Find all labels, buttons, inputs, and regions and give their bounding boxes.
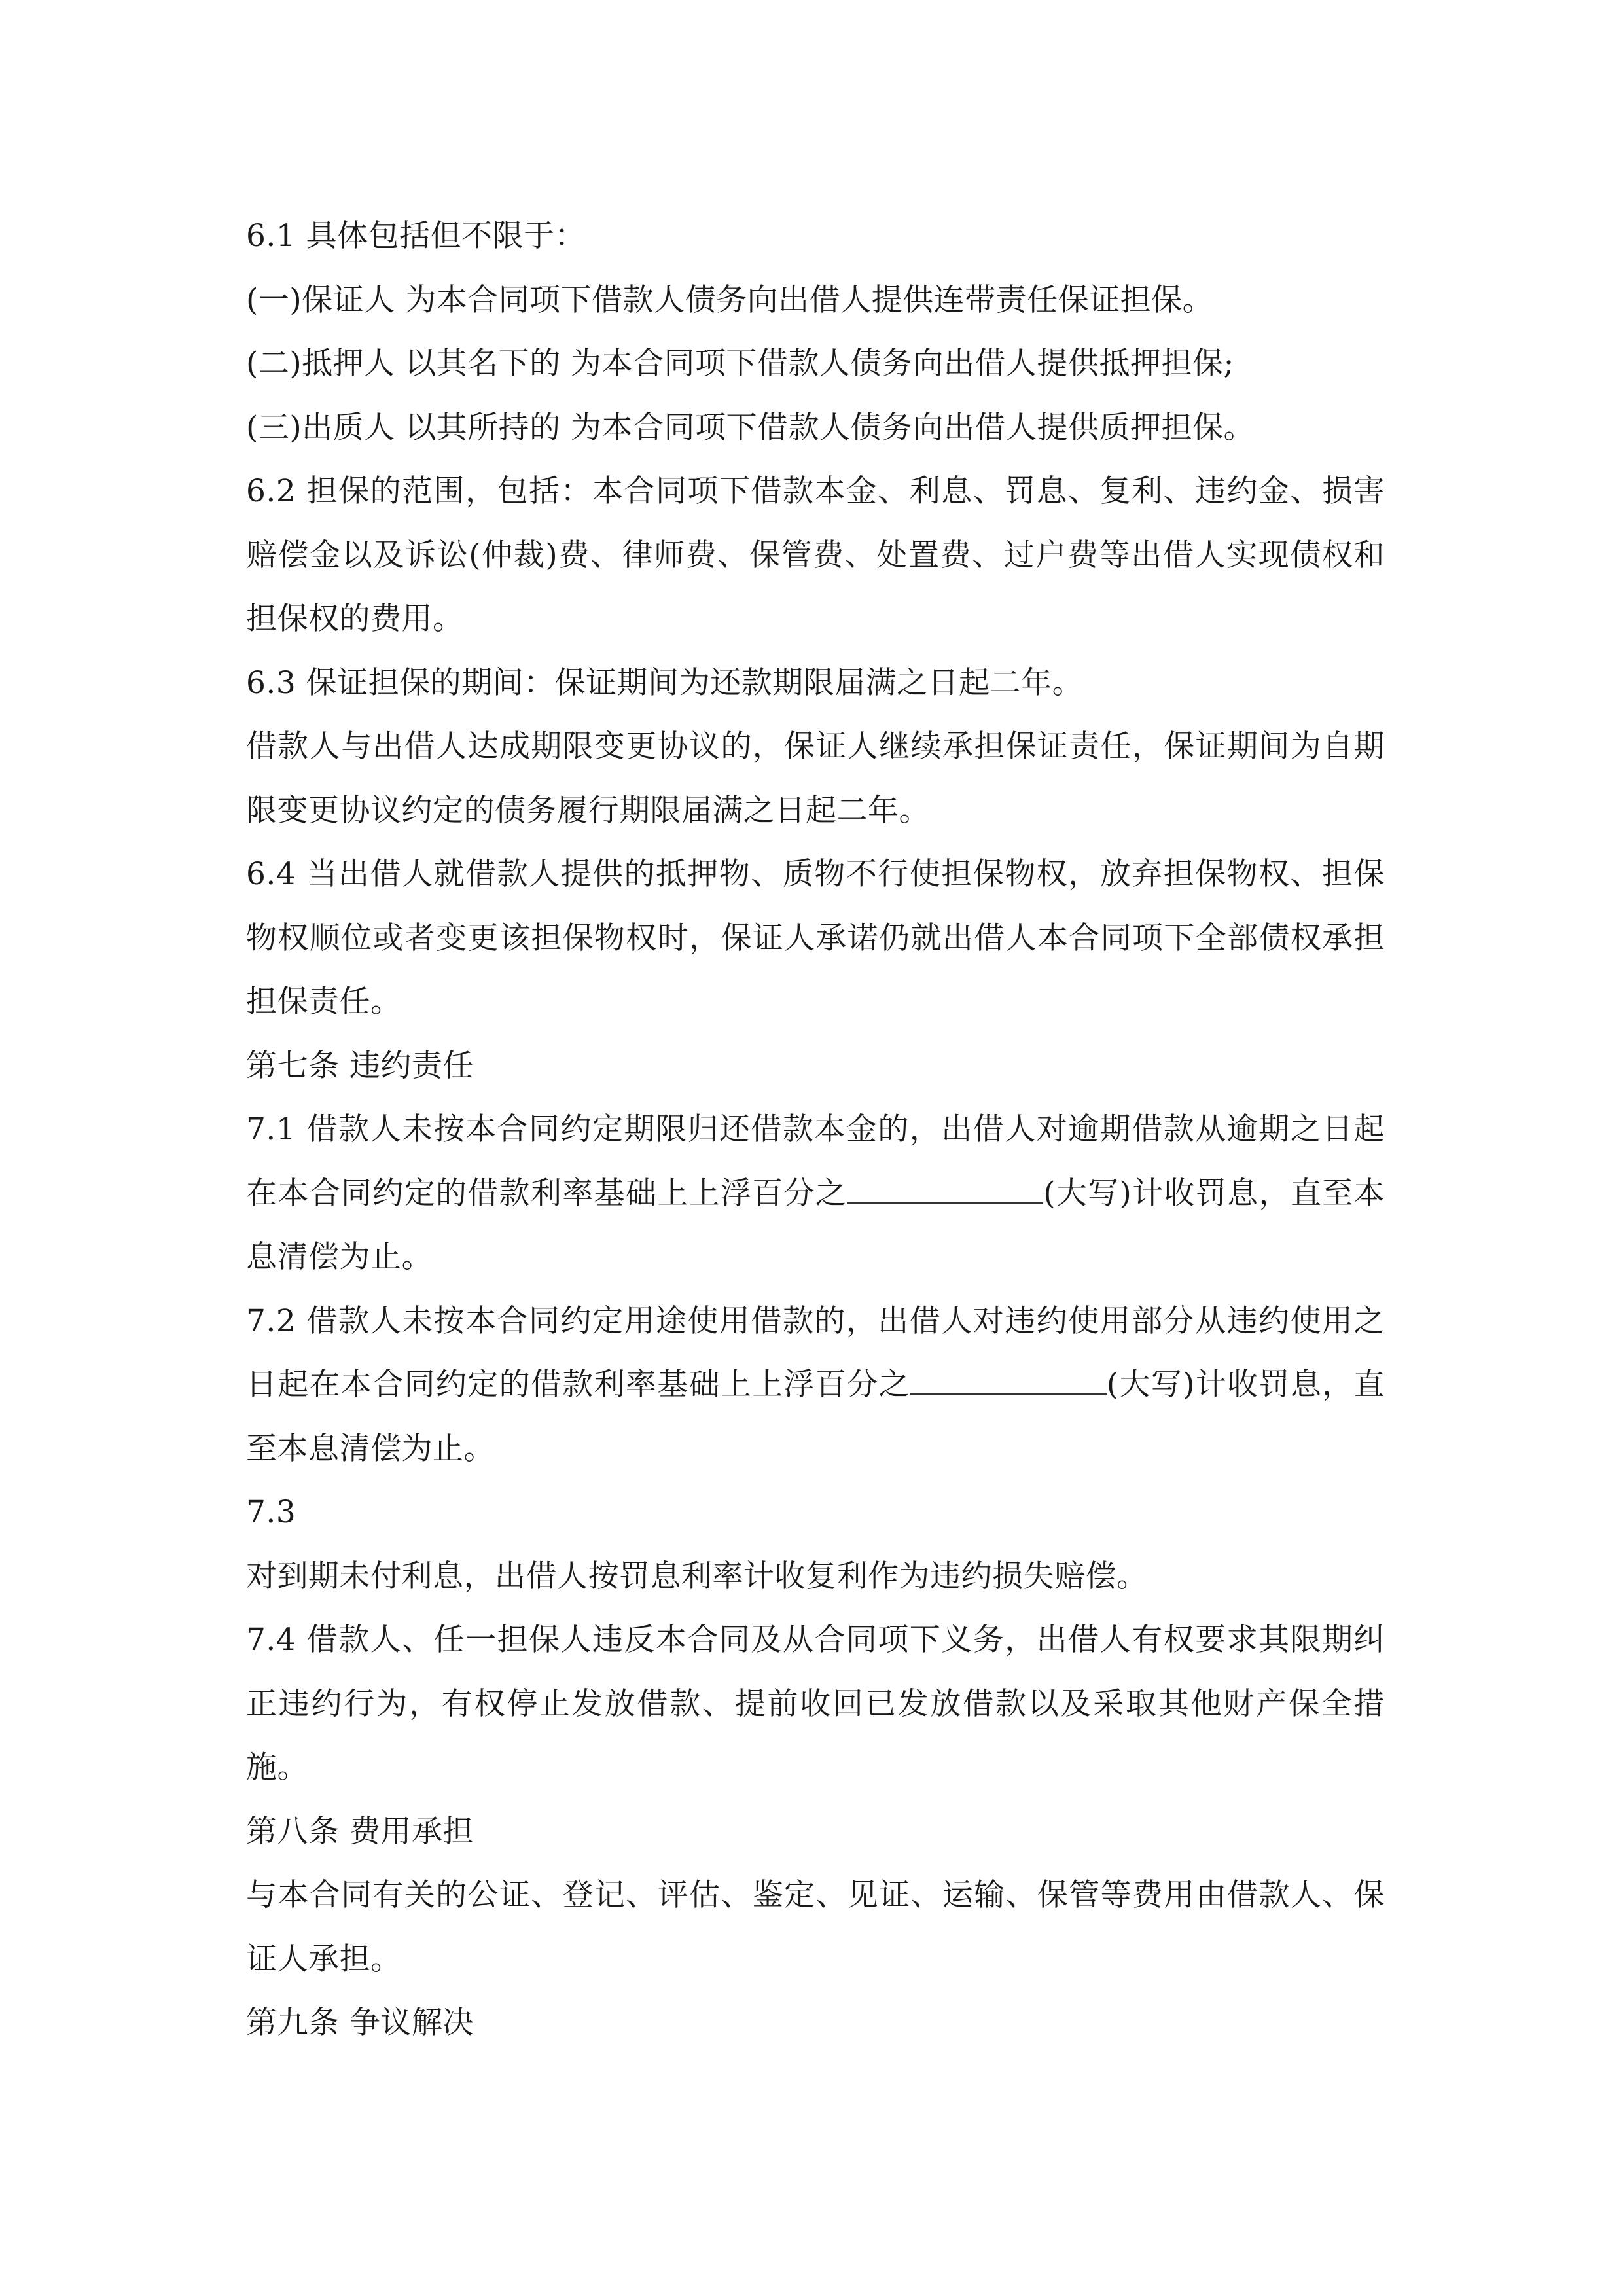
clause-7-3-number: 7.3 [246, 1494, 296, 1530]
clause-7-1-text-after: (大写)计收罚息，直至本息清偿为止。 [246, 1175, 1385, 1275]
penalty-rate-blank-7-2[interactable] [910, 1367, 1107, 1395]
clause-6-1-item-3: (三)出质人 以其所持的 为本合同项下借款人债务向出借人提供质押担保。 [246, 409, 1255, 446]
article-8-heading: 第八条 费用承担 [246, 1813, 474, 1850]
clause-7-4: 7.4 借款人、任一担保人违反本合同及从合同项下义务，出借人有权要求其限期纠正违约行为，有权停止发放借款、提前收回已发放借款以及采取其他财产保全措施。 [246, 1622, 1385, 1785]
clause-6-3-continued: 借款人与出借人达成期限变更协议的，保证人继续承担保证责任，保证期间为自期限变更协议约定的债务履行期限届满之日起二年。 [246, 728, 1385, 829]
article-9-heading: 第九条 争议解决 [246, 2005, 474, 2041]
clause-7-3: 对到期未付利息，出借人按罚息利率计收复利作为违约损失赔偿。 [246, 1558, 1148, 1594]
clause-6-4: 6.4 当出借人就借款人提供的抵押物、质物不行使担保物权，放弃担保物权、担保物权顺位或者变更该担保物权时，保证人承诺仍就出借人本合同项下全部债权承担担保责任。 [246, 856, 1385, 1020]
clause-6-1-item-1: (一)保证人 为本合同项下借款人债务向出借人提供连带责任保证担保。 [246, 281, 1214, 318]
clause-7-2-text-before: 7.2 借款人未按本合同约定用途使用借款的，出借人对违约使用部分从违约使用之日起在本合同约定的借款利率基础上上浮百分之 [246, 1302, 1385, 1403]
clause-7-1 [246, 1098, 1385, 1289]
document-body [246, 204, 1385, 2055]
article-7-heading: 第七条 违约责任 [246, 1047, 474, 1084]
article-8-body: 与本合同有关的公证、登记、评估、鉴定、见证、运输、保管等费用由借款人、保证人承担。 [246, 1877, 1385, 1977]
clause-7-1-text-before: 7.1 借款人未按本合同约定期限归还借款本金的，出借人对逾期借款从逾期之日起在本合同约定的借款利率基础上上浮百分之 [246, 1111, 1385, 1211]
clause-7-2-text-after: (大写)计收罚息，直至本息清偿为止。 [246, 1367, 1385, 1467]
clause-6-1-item-2: (二)抵押人 以其名下的 为本合同项下借款人债务向出借人提供抵押担保; [246, 346, 1234, 382]
clause-6-3: 6.3 保证担保的期间：保证期间为还款期限届满之日起二年。 [246, 664, 1084, 701]
clause-7-2 [246, 1289, 1385, 1481]
clause-6-2: 6.2 担保的范围，包括：本合同项下借款本金、利息、罚息、复利、违约金、损害赔偿金以及诉讼(仲裁)费、律师费、保管费、处置费、过户费等出借人实现债权和担保权的费用。 [246, 473, 1385, 637]
clause-6-1-heading: 6.1 具体包括但不限于： [246, 218, 586, 254]
penalty-rate-blank-7-1[interactable] [847, 1176, 1043, 1204]
